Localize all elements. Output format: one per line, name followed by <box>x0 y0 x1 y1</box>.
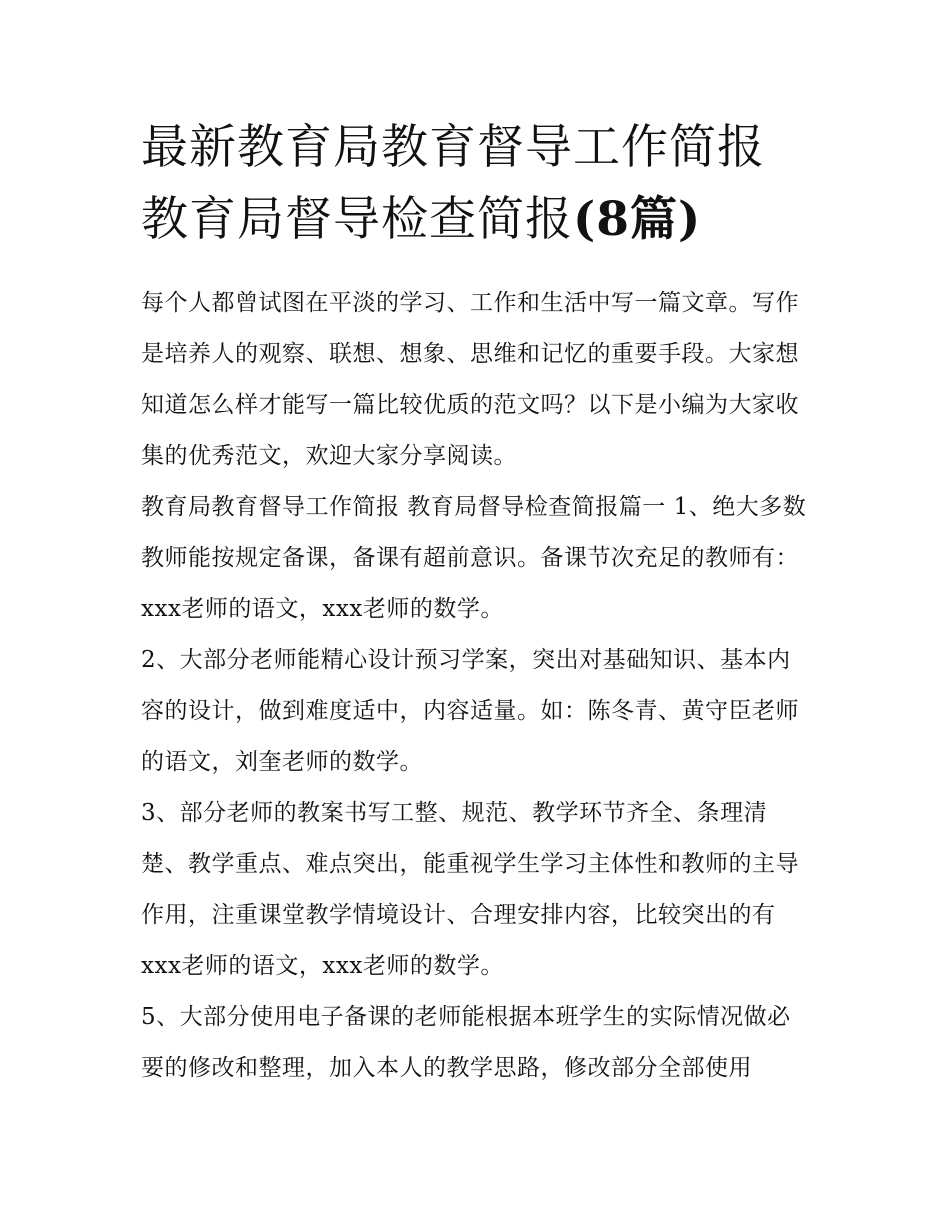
body-paragraph-2: 2、大部分老师能精心设计预习学案，突出对基础知识、基本内容的设计，做到难度适中，内容适量。如：陈冬青、黄守臣老师的语文，刘奎老师的数学。 <box>141 647 799 775</box>
title-line-1: 最新教育局教育督导工作简报 <box>141 120 765 175</box>
body-paragraph-1: 教育局教育督导工作简报 教育局督导检查简报篇一 1、绝大多数教师能按规定备课，备课有超前意识。备课节次充足的教师有：xxx老师的语文，xxx老师的数学。 <box>141 494 807 622</box>
body-paragraph-4: 5、大部分使用电子备课的老师能根据本班学生的实际情况做必要的修改和整理，加入本人的教学思路，修改部分全部使用 <box>141 1004 791 1081</box>
title-count: (8篇) <box>573 192 702 247</box>
body-paragraph-3: 3、部分老师的教案书写工整、规范、教学环节齐全、条理清楚、教学重点、难点突出，能重视学生学习主体性和教师的主导作用，注重课堂教学情境设计、合理安排内容，比较突出的有xxx老师的语文，xxx老师的数学。 <box>141 800 799 979</box>
title-line-2: 教育局督导检查简报 <box>141 192 573 247</box>
document-content <box>141 112 813 1094</box>
intro-paragraph: 每个人都曾试图在平淡的学习、工作和生活中写一篇文章。写作是培养人的观察、联想、想象、思维和记忆的重要手段。大家想知道怎么样才能写一篇比较优质的范文吗？以下是小编为大家收集的优秀范文，欢迎大家分享阅读。 <box>141 290 799 469</box>
document-title <box>141 112 813 256</box>
